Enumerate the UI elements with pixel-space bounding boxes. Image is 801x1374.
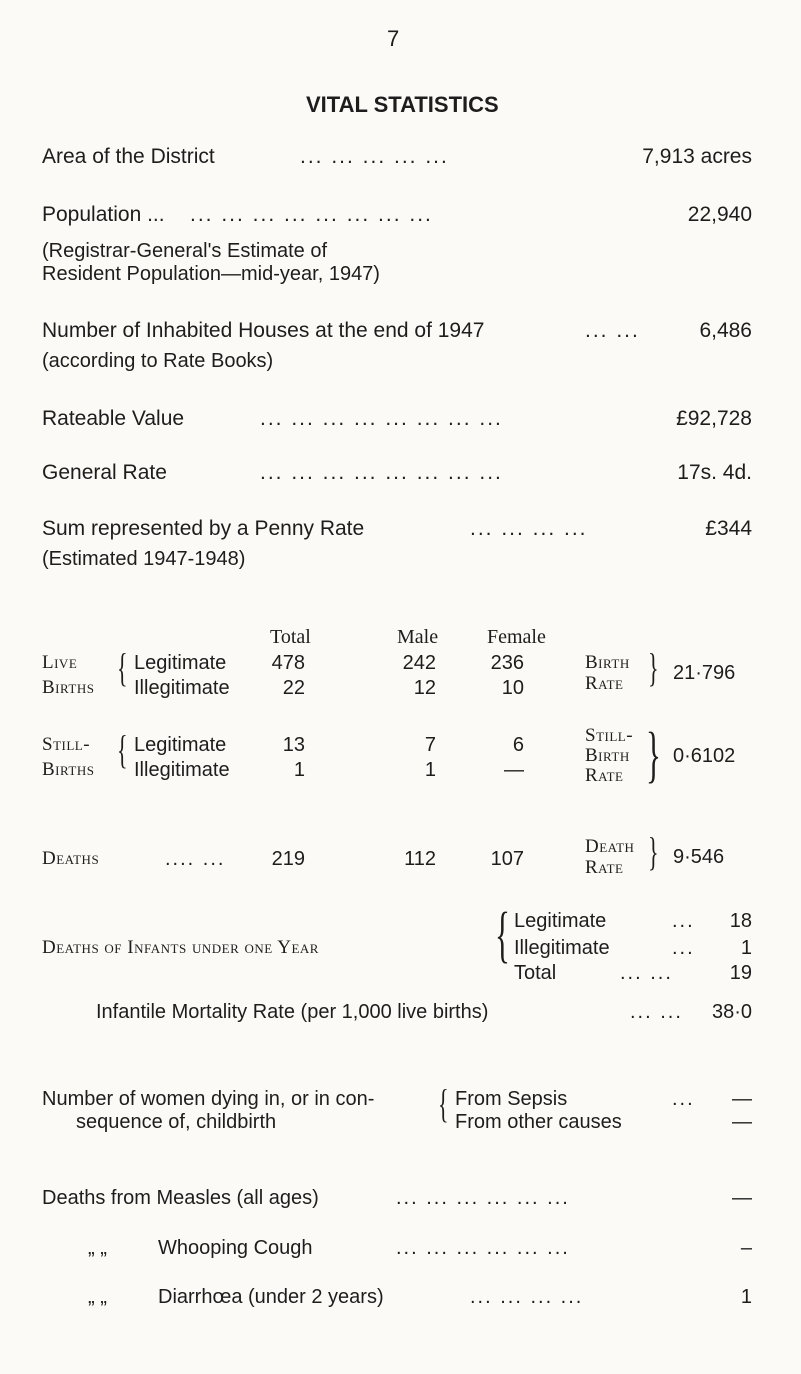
infant-total-value: 19 [729,962,752,984]
brace-icon: { [117,645,128,690]
live-illegit-total: 22 [282,677,305,699]
live-illegit-male: 12 [413,677,436,699]
population-note-1: (Registrar-General's Estimate of [42,240,328,262]
diarrhoea-label: Diarrhœa (under 2 years) [158,1286,384,1308]
infant-illegit-label: Illegitimate [514,937,610,959]
whooping-dots: ... ... ... ... ... ... [396,1237,570,1259]
still-illegit-female: — [504,759,524,781]
still-rate-label-2: Birth [585,745,630,766]
houses-dots: ... ... [585,319,640,342]
measles-value: — [732,1187,752,1209]
header-total: Total [270,626,311,648]
page-number: 7 [387,26,400,51]
diarrhoea-ditto: „ „ [88,1286,107,1308]
still-legit-label: Legitimate [134,734,227,756]
deaths-male: 112 [404,848,436,870]
penny-rate-label: Sum represented by a Penny Rate [42,517,365,540]
infant-illegit-value: 1 [740,937,752,959]
deaths-dots: .... ... [165,848,226,870]
infant-illegit-dots: ... [672,937,695,959]
houses-note: (according to Rate Books) [42,350,274,372]
death-rate-label-2: Rate [585,857,624,878]
sepsis-dots: ... [672,1088,695,1110]
death-rate-value: 9·546 [673,846,725,868]
brace-icon: { [117,727,128,772]
infant-legit-dots: ... [672,910,695,932]
whooping-ditto: „ „ [88,1237,107,1259]
brace-right-icon: } [646,721,661,789]
still-births-label-1: Still- [42,734,91,755]
page-title: VITAL STATISTICS [306,92,499,117]
area-label: Area of the District [42,145,215,168]
brace-right-icon: } [648,829,659,874]
penny-rate-dots: ... ... ... ... [470,517,588,540]
penny-rate-value: £344 [705,517,752,540]
still-births-label-2: Births [42,759,95,780]
penny-rate-note: (Estimated 1947-1948) [42,548,246,570]
area-value: 7,913 acres [642,145,752,168]
houses-value: 6,486 [699,319,752,342]
infant-total-dots: ... ... [620,962,673,984]
rateable-value: £92,728 [676,407,752,430]
deaths-female: 107 [490,848,524,870]
general-rate-value: 17s. 4d. [677,461,752,484]
population-label: Population ... [42,203,165,226]
infant-legit-label: Legitimate [514,910,607,932]
live-births-label-2: Births [42,677,95,698]
deaths-total: 219 [271,848,305,870]
measles-dots: ... ... ... ... ... ... [396,1187,570,1209]
deaths-label: Deaths [42,848,100,869]
population-value: 22,940 [687,203,752,226]
birth-rate-label-1: Birth [585,652,630,673]
live-legit-label: Legitimate [134,652,227,674]
population-dots: ... ... ... ... ... ... ... ... [190,203,433,226]
houses-label: Number of Inhabited Houses at the end of 1947 [42,319,485,342]
infant-total-label: Total [514,962,557,984]
rateable-dots: ... ... ... ... ... ... ... ... [260,407,503,430]
sepsis-label: From Sepsis [455,1088,568,1110]
birth-rate-value: 21·796 [673,662,736,684]
still-legit-total: 13 [282,734,305,756]
death-rate-label-1: Death [585,836,635,857]
general-rate-label: General Rate [42,461,167,484]
population-note-2: Resident Population—mid-year, 1947) [42,263,380,285]
brace-icon: { [495,901,510,969]
still-illegit-total: 1 [293,759,305,781]
infantile-mortality-label: Infantile Mortality Rate (per 1,000 live births) [96,1001,489,1023]
header-female: Female [487,626,546,648]
infant-deaths-label: Deaths of Infants under one Year [42,937,319,958]
area-dots: ... ... ... ... ... [300,145,449,168]
still-illegit-male: 1 [424,759,436,781]
brace-icon: { [438,1081,449,1126]
still-rate-label-1: Still- [585,725,634,746]
header-male: Male [397,626,439,648]
brace-right-icon: } [648,645,659,690]
birth-rate-label-2: Rate [585,673,624,694]
still-legit-male: 7 [424,734,436,756]
still-rate-value: 0·6102 [673,745,736,767]
sepsis-value: — [732,1088,752,1110]
rateable-label: Rateable Value [42,407,185,430]
infantile-mortality-dots: ... ... [630,1001,683,1023]
live-legit-male: 242 [402,652,436,674]
infantile-mortality-value: 38·0 [711,1001,752,1023]
other-causes-value: — [732,1111,752,1133]
still-legit-female: 6 [512,734,524,756]
whooping-value: – [740,1237,752,1259]
whooping-label: Whooping Cough [158,1237,313,1259]
general-rate-dots: ... ... ... ... ... ... ... ... [260,461,503,484]
maternal-label-1: Number of women dying in, or in con- [42,1088,375,1110]
measles-label: Deaths from Measles (all ages) [42,1187,319,1209]
infant-legit-value: 18 [729,910,752,932]
diarrhoea-dots: ... ... ... ... [470,1286,584,1308]
still-illegit-label: Illegitimate [134,759,230,781]
maternal-label-2: sequence of, childbirth [76,1111,277,1133]
live-births-label-1: Live [42,652,78,673]
live-legit-total: 478 [271,652,305,674]
live-illegit-label: Illegitimate [134,677,230,699]
still-rate-label-3: Rate [585,765,624,786]
diarrhoea-value: 1 [740,1286,752,1308]
other-causes-label: From other causes [455,1111,622,1133]
live-legit-female: 236 [490,652,524,674]
live-illegit-female: 10 [501,677,524,699]
